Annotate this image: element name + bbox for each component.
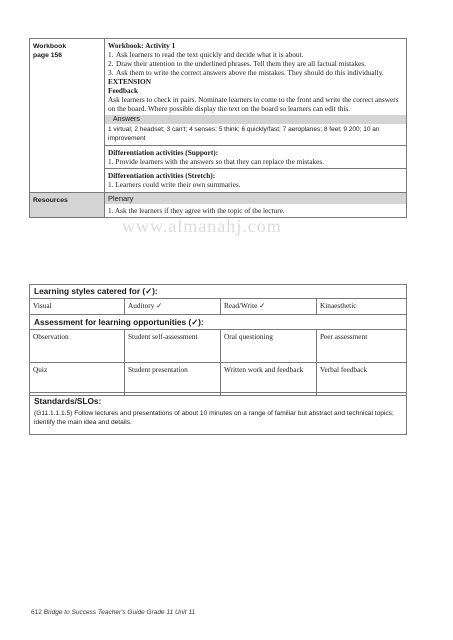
activity-steps [105, 50, 406, 77]
style-readwrite: Read/Write ✓ [221, 299, 317, 315]
support-title: Differentiation activities (Support): [108, 148, 219, 157]
assessment-peer: Peer assessment [317, 330, 407, 363]
assessment-heading: Assessment for learning opportunities (✓): [34, 317, 204, 327]
assessment-row [30, 330, 407, 363]
page-number: 612 [31, 609, 42, 616]
step-text: Draw their attention to the underlined phrases. Tell them they are all factual mistakes. [116, 59, 367, 68]
style-auditory: Auditory ✓ [125, 299, 221, 315]
plenary-label: Plenary [105, 193, 406, 204]
standards-heading: Standards/SLOs: [34, 396, 102, 406]
activity-cell [105, 39, 407, 193]
extension-title: EXTENSION [108, 77, 151, 86]
answers-label: Answers [105, 115, 406, 124]
assessment-quiz: Quiz [30, 363, 125, 396]
workbook-page-label: page 156 [33, 52, 63, 59]
plenary-cell [105, 193, 407, 218]
workbook-label-cell [30, 39, 105, 193]
learning-styles-heading-row [29, 284, 407, 299]
watermark: www.almanahj.com [122, 216, 282, 236]
answers-text: 1 virtual; 2 headset; 3 can't; 4 senses; 5 think; 6 quickly/fast; 7 aeroplanes; 8 feel; 9 200; 10 an improvement [108, 126, 380, 142]
resources-row [30, 193, 407, 218]
standards-text: (G11.1.1.1.5) Follow lectures and presentations of about 10 minutes on a range of familiar but abstract and technical topics; identify the main idea and details. [34, 410, 394, 426]
standards-box [29, 392, 407, 435]
style-kinaesthetic: Kinaesthetic [317, 299, 407, 315]
assessment-observation: Observation [30, 330, 125, 363]
assessment-self: Student self-assessment [125, 330, 221, 363]
assessment-table [29, 329, 407, 396]
learning-styles-heading: Learning styles catered for (✓): [34, 286, 158, 296]
lesson-table [29, 38, 407, 218]
feedback-text: Ask learners to check in pairs. Nominate learners to come to the front and write the correct answers on the board. Where possible display the text on the board so learners can edit this. [108, 95, 399, 113]
step-item: 2. Draw their attention to the underlined phrases. Tell them they are all factual mistakes. [108, 59, 367, 68]
assessment-written: Written work and feedback [221, 363, 317, 396]
step-item: 1. Ask learners to read the text quickly and decide what it is about. [108, 50, 304, 59]
page-footer [31, 609, 195, 616]
stretch-title: Differentiation activities (Stretch): [108, 171, 216, 180]
stretch-text: 1. Learners could write their own summaries. [108, 180, 241, 189]
plenary-text: 1. Ask the learners if they agree with the topic of the lecture. [108, 206, 285, 215]
learning-styles-row [30, 299, 407, 315]
learning-styles-table [29, 298, 407, 315]
assessment-verbal: Verbal feedback [317, 363, 407, 396]
step-text: Ask them to write the correct answers above the mistakes. They should do this individually. [116, 68, 384, 77]
feedback-title: Feedback [108, 86, 138, 95]
assessment-heading-row [29, 314, 407, 330]
resources-label: Resources [30, 193, 105, 218]
activity-title: Workbook: Activity 1 [108, 41, 176, 50]
support-text: 1. Provide learners with the answers so that they can replace the mistakes. [108, 157, 324, 166]
book-title: Bridge to Success Teacher's Guide Grade 11 Unit 11 [43, 609, 196, 616]
step-text: Ask learners to read the text quickly and decide what it is about. [116, 50, 304, 59]
assessment-row [30, 363, 407, 396]
assessment-presentation: Student presentation [125, 363, 221, 396]
workbook-label: Workbook [33, 43, 67, 50]
step-item: 3. Ask them to write the correct answers above the mistakes. They should do this individually. [108, 68, 384, 77]
assessment-oral: Oral questioning [221, 330, 317, 363]
workbook-row [30, 39, 407, 193]
style-visual: Visual [30, 299, 125, 315]
